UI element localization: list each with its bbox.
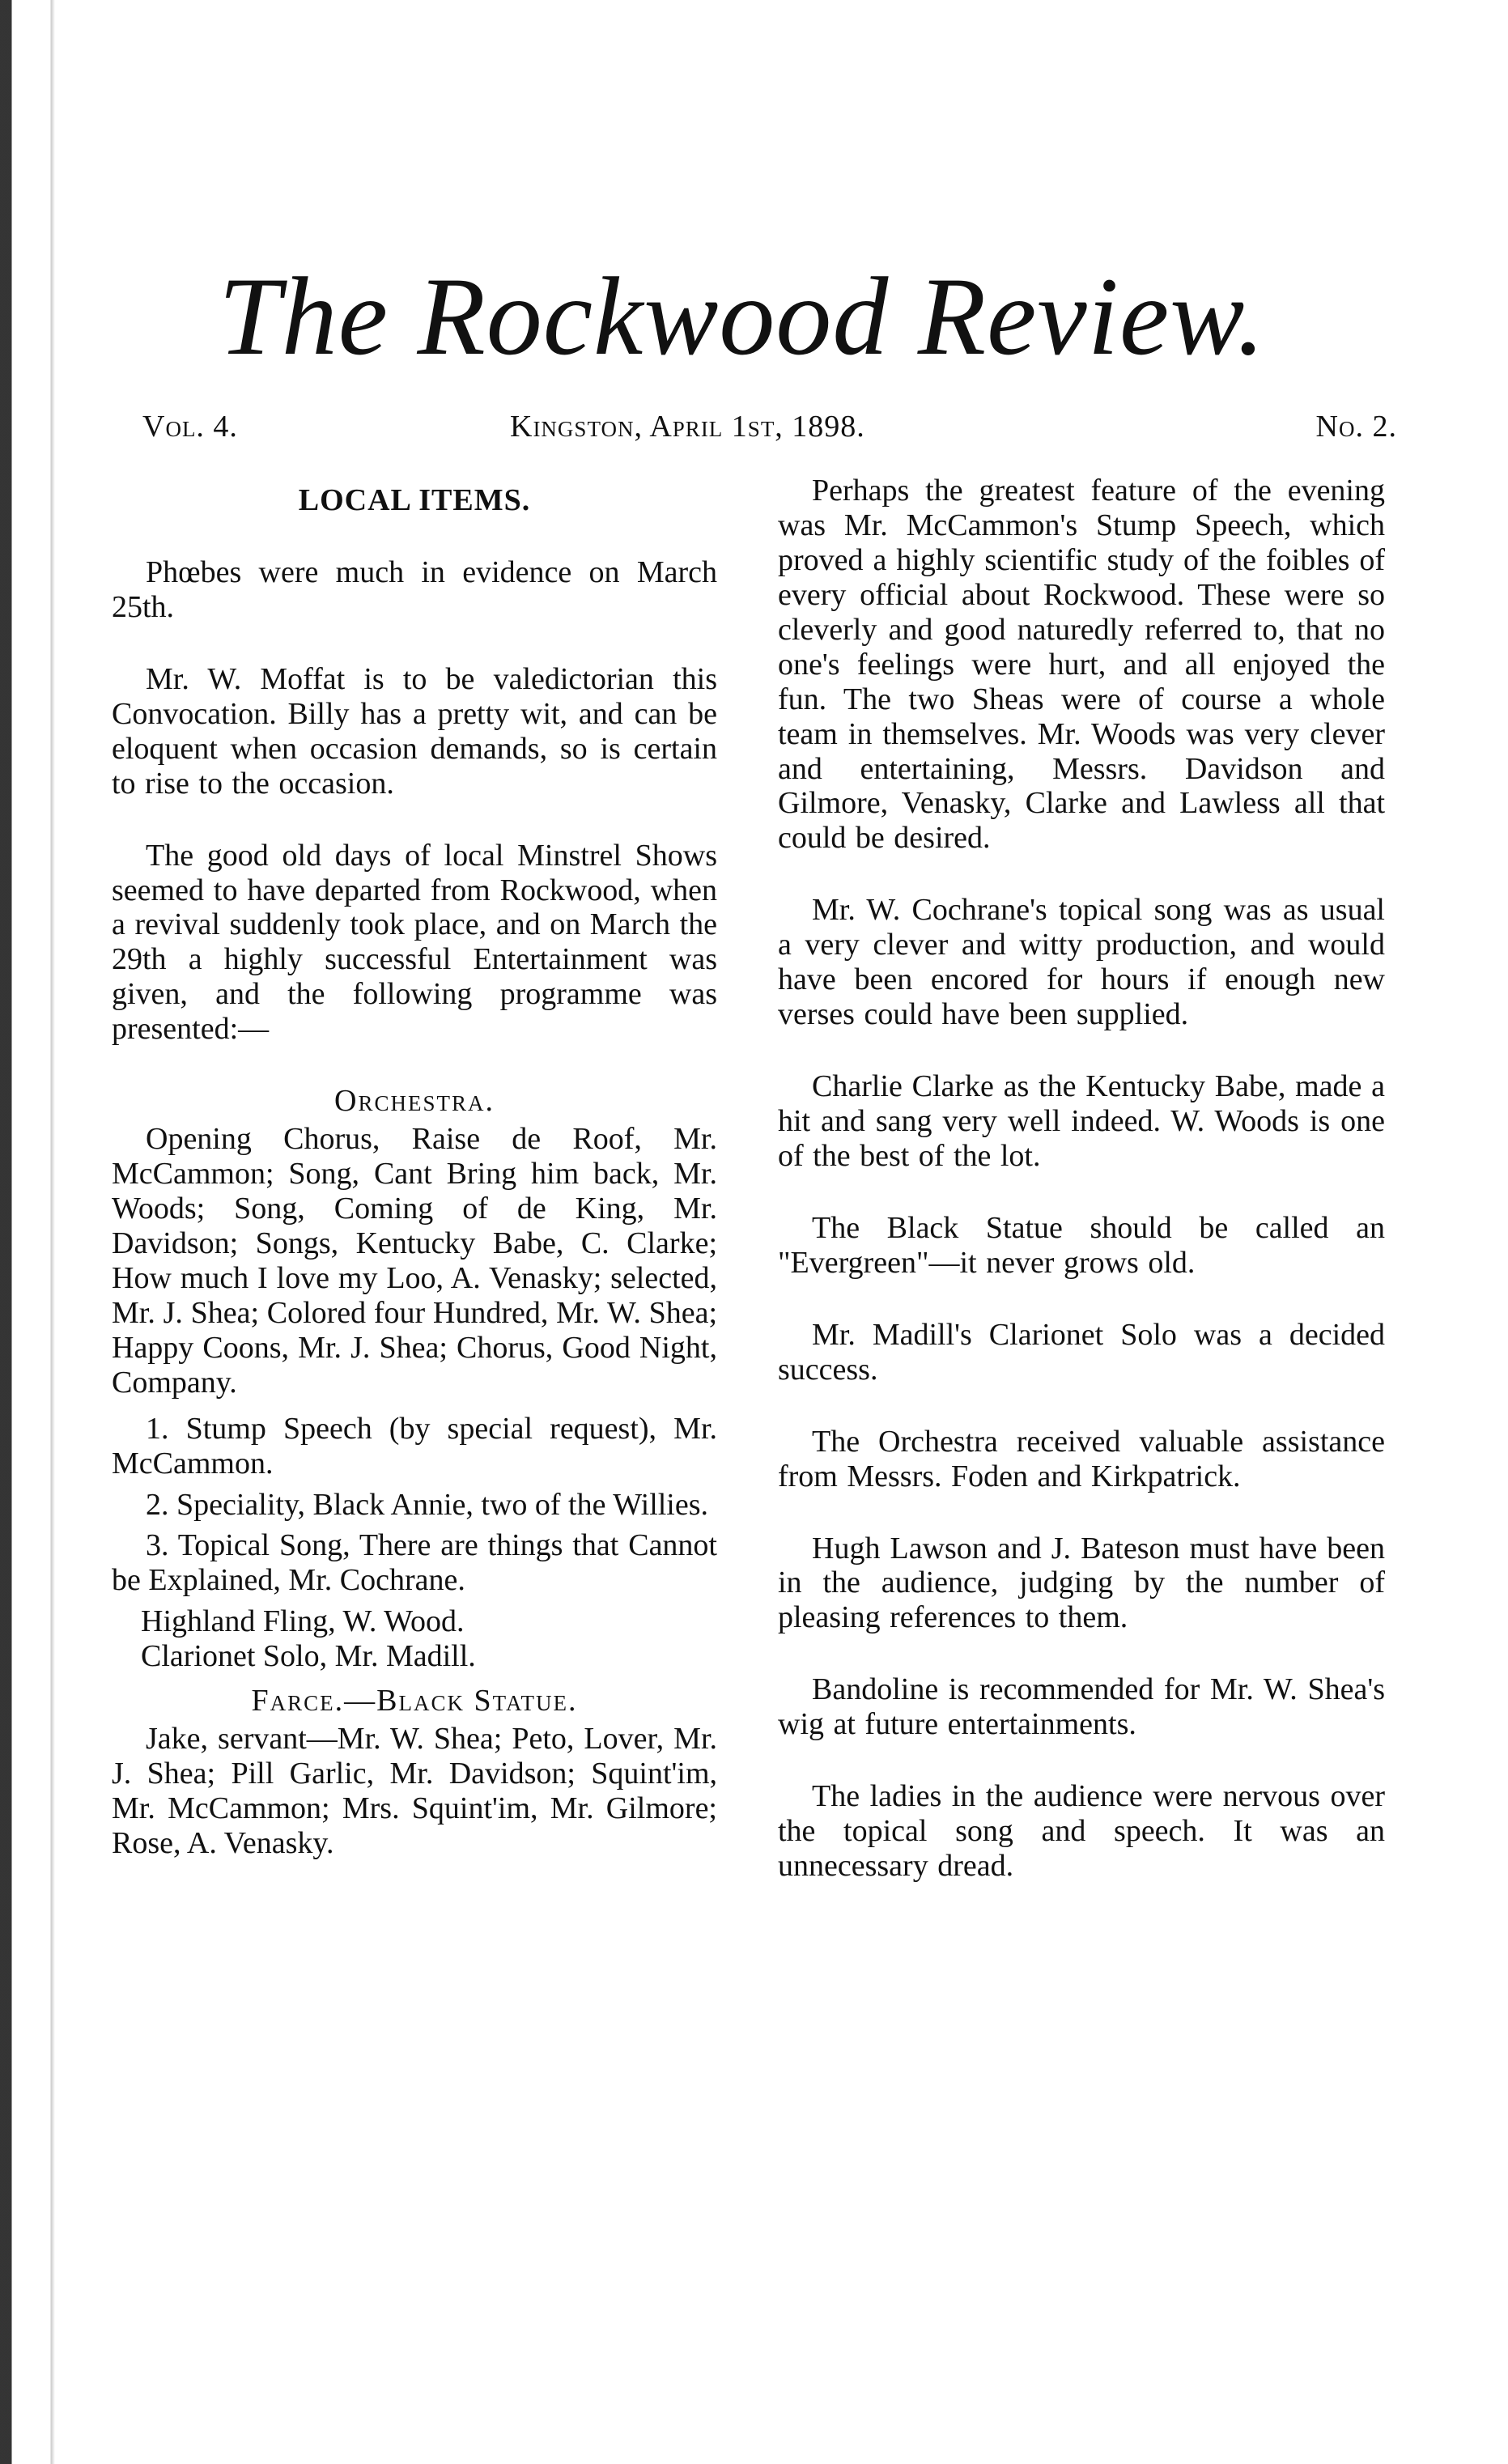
place-date-label: Kingston, April 1st, 1898.	[510, 410, 865, 444]
orchestra-heading: Orchestra.	[334, 1084, 495, 1119]
paragraph-charlie-clarke: Charlie Clarke as the Kentucky Babe, made a hit and sang very well indeed. W. Woods is one of the best of the lot.	[778, 1069, 1385, 1173]
paragraph-ladies: The ladies in the audience were nervous over the topical song and speech. It was an unnecessary dread.	[778, 1779, 1385, 1884]
paragraph-phoebes: Phœbes were much in evidence on March 25th.	[112, 554, 717, 624]
programme-item-2: 2. Speciality, Black Annie, two of the Willies.	[146, 1487, 709, 1522]
programme-item-3: 3. Topical Song, There are things that Cannot be Explained, Mr. Cochrane.	[112, 1528, 717, 1598]
paragraph-bandoline: Bandoline is recommended for Mr. W. Shea's wig at future entertainments.	[778, 1672, 1385, 1742]
paragraph-lawson-bateson: Hugh Lawson and J. Bateson must have been in the audience, judging by the number of pleasing references to them.	[778, 1531, 1385, 1635]
programme-item-5: Clarionet Solo, Mr. Madill.	[141, 1639, 476, 1674]
programme-listing: Opening Chorus, Raise de Roof, Mr. McCammon; Song, Cant Bring him back, Mr. Woods; Song, Coming of de King, Mr. Davidson; Songs, Kentucky Babe, C. Clarke; How much I love my Loo, A. Venasky; selected, Mr. J. Shea; Colored four Hundred, Mr. W. Shea; Happy Coons, Mr. J. Shea; Chorus, Good Night, Company.	[112, 1122, 717, 1400]
spacer	[112, 1674, 717, 1680]
paragraph-black-statue: The Black Statue should be called an "Evergreen"—it never grows old.	[778, 1210, 1385, 1280]
paragraph-minstrel-shows: The good old days of local Minstrel Shows seemed to have departed from Rockwood, when a revival suddenly took place, and on March the 29th a highly successful Entertainment was given, and the following programme was presented:—	[112, 838, 717, 1047]
paragraph-cochrane-song: Mr. W. Cochrane's topical song was as usual a very clever and witty production, and would have been encored for hours if enough new verses could have been supplied.	[778, 893, 1385, 1032]
farce-cast: Jake, servant—Mr. W. Shea; Peto, Lover, Mr. J. Shea; Pill Garlic, Mr. Davidson; Squint'im, Mr. McCammon; Mrs. Squint'im, Mr. Gilmore; Rose, A. Venasky.	[112, 1722, 717, 1860]
paragraph-orchestra-assistance: The Orchestra received valuable assistance from Messrs. Foden and Kirkpatrick.	[778, 1424, 1385, 1493]
volume-label: Vol. 4.	[142, 410, 238, 444]
paragraph-madill-solo: Mr. Madill's Clarionet Solo was a decided success.	[778, 1317, 1385, 1387]
issue-number-label: No. 2.	[1315, 410, 1397, 444]
left-column	[112, 474, 717, 1872]
right-column	[778, 474, 1385, 1921]
page-binding-edge	[0, 0, 74, 2464]
paragraph-moffat: Mr. W. Moffat is to be valedictorian this Convocation. Billy has a pretty wit, and can be eloquent when occasion demands, so is certain to rise to the occasion.	[112, 661, 717, 801]
programme-item-4: Highland Fling, W. Wood.	[141, 1604, 465, 1639]
masthead	[142, 409, 1397, 451]
paragraph-greatest-feature: Perhaps the greatest feature of the evening was Mr. McCammon's Stump Speech, which proved a highly scientific study of the foibles of every official about Rockwood. These were so cleverly and good naturedly referred to, that no one's feelings were hurt, and all enjoyed the fun. The two Sheas were of course a whole team in themselves. Mr. Woods was very clever and entertaining, Messrs. Davidson and Gilmore, Venasky, Clarke and Lawless all that could be desired.	[778, 474, 1385, 856]
section-heading: LOCAL ITEMS.	[298, 483, 531, 517]
publication-title: The Rockwood Review.	[219, 254, 1266, 378]
farce-heading: Farce.—Black Statue.	[251, 1684, 578, 1718]
programme-item-1: 1. Stump Speech (by special request), Mr. McCammon.	[112, 1411, 717, 1481]
